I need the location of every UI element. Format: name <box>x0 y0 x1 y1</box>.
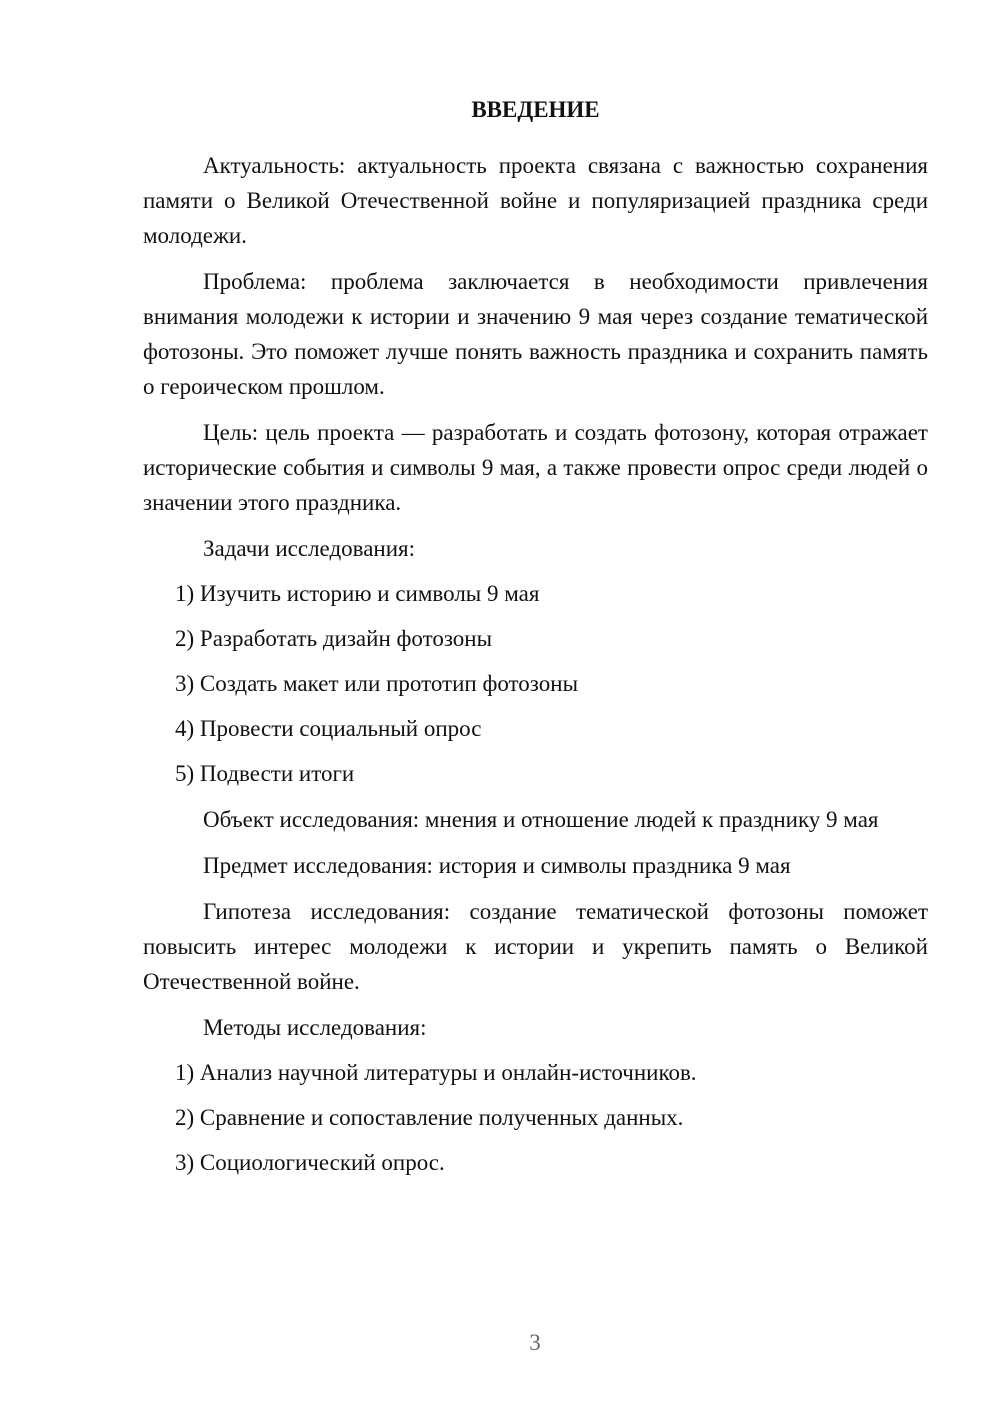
tasks-list <box>143 576 928 791</box>
tasks-heading: Задачи исследования: <box>203 536 416 561</box>
methods-list <box>143 1055 928 1180</box>
task-item: 3) Создать макет или прототип фотозоны <box>175 671 579 696</box>
problem-paragraph: Проблема: проблема заключается в необходимости привлечения внимания молодежи к истории и значению 9 мая через создание тематической фотозоны. Это поможет лучше понять важность праздника и сохранить память о героическом прошлом. <box>143 269 928 399</box>
task-item: 4) Провести социальный опрос <box>175 716 482 741</box>
document-body <box>143 92 928 1190</box>
task-item: 2) Разработать дизайн фотозоны <box>175 626 493 651</box>
method-item: 2) Сравнение и сопоставление полученных данных. <box>175 1105 684 1130</box>
goal-paragraph: Цель: цель проекта — разработать и создать фотозону, которая отражает исторические события и символы 9 мая, а также провести опрос среди людей о значении этого праздника. <box>143 420 928 515</box>
object-paragraph: Объект исследования: мнения и отношение людей к празднику 9 мая <box>203 807 879 832</box>
page-number: 3 <box>529 1330 541 1355</box>
method-item: 1) Анализ научной литературы и онлайн-источников. <box>175 1060 697 1085</box>
subject-paragraph: Предмет исследования: история и символы праздника 9 мая <box>203 853 791 878</box>
method-item: 3) Социологический опрос. <box>175 1150 445 1175</box>
methods-heading: Методы исследования: <box>203 1015 427 1040</box>
hypothesis-paragraph: Гипотеза исследования: создание тематической фотозоны поможет повысить интерес молодежи к истории и укрепить память о Великой Отечественной войне. <box>143 899 928 994</box>
relevance-paragraph: Актуальность: актуальность проекта связана с важностью сохранения памяти о Великой Отечественной войне и популяризацией праздника среди молодежи. <box>143 153 928 248</box>
task-item: 1) Изучить историю и символы 9 мая <box>175 581 540 606</box>
document-title: ВВЕДЕНИЕ <box>471 97 600 122</box>
task-item: 5) Подвести итоги <box>175 761 355 786</box>
